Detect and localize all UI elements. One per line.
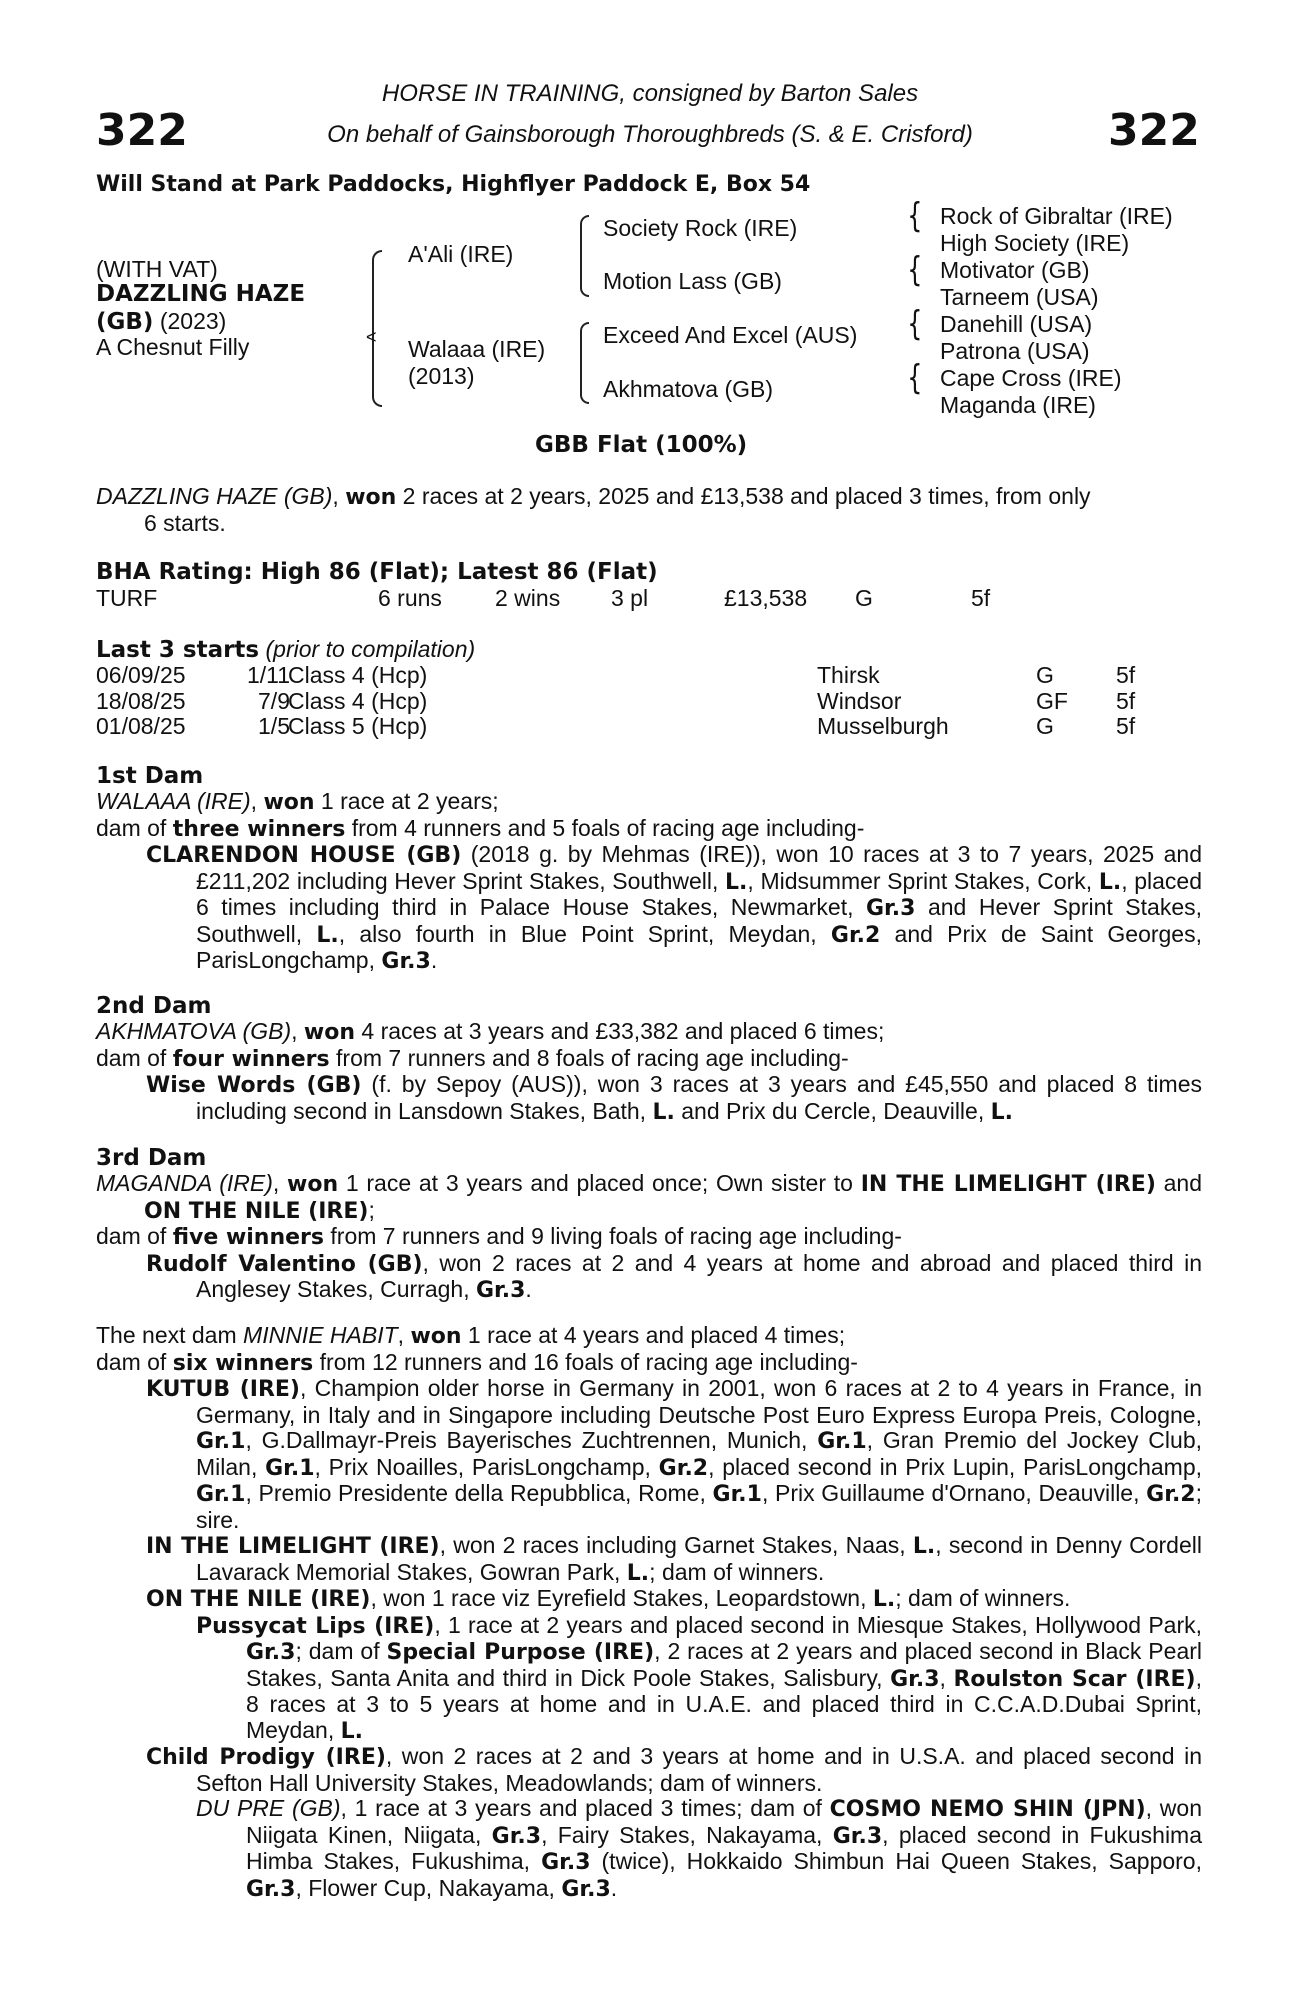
grade-group: Gr.1: [265, 1455, 315, 1481]
row-course: Thirsk: [817, 662, 880, 688]
grade-group: Gr.3: [475, 1278, 526, 1303]
horse-country: (GB): [96, 309, 154, 335]
progeny-name: Child Prodigy (IRE): [146, 1745, 386, 1770]
progeny-text: , 1 race at 3 years and placed 3 times; dam of: [340, 1795, 830, 1821]
row-course: Musselburgh: [817, 713, 949, 739]
progeny-text: , also fourth in Blue Point Sprint, Meydan,: [338, 920, 831, 947]
progeny-nile: [96, 1586, 1202, 1613]
progeny-text: , won Niigata Kinen, Niigata,: [246, 1795, 1202, 1848]
row-position: 1/5: [258, 713, 290, 739]
row-distance: 5f: [1116, 662, 1136, 688]
progeny-text: , Premio Presidente della Repubblica, Rome,: [245, 1480, 713, 1506]
progeny-text: ; dam of winners.: [649, 1558, 825, 1585]
dam2-won: won: [303, 1020, 355, 1045]
dam1-heading: 1st Dam: [96, 763, 204, 789]
dam1-winners: three winners: [172, 816, 346, 842]
gbb-rating: GBB Flat (100%): [535, 432, 748, 458]
grade-group: Gr.3: [246, 1876, 296, 1902]
vat-note: (WITH VAT): [96, 256, 218, 282]
progeny-limelight: [96, 1533, 1202, 1586]
progeny-text: , placed 6 times including third in Palace House Stakes, Newmarket,: [196, 867, 1202, 920]
row-date: 18/08/25: [96, 687, 186, 714]
progeny-name: CLARENDON HOUSE (GB): [146, 843, 462, 868]
progeny-text: , Prix Noailles, ParisLongchamp,: [314, 1453, 659, 1480]
lot-number-right: 322: [1108, 105, 1200, 156]
pedigree-dam: Walaaa (IRE): [408, 336, 546, 362]
progeny-text: , Midsummer Sprint Stakes, Cork,: [747, 867, 1099, 894]
progeny-text: , placed second in Fukushima Himba Stakes, Fukushima,: [246, 1821, 1203, 1874]
gen3-item: Patrona (USA): [940, 338, 1090, 364]
sire-brace-bottom: [580, 255, 589, 297]
grade-listed: L.: [652, 1099, 675, 1125]
next-comma: ,: [397, 1322, 411, 1348]
bha-rating: BHA Rating: High 86 (Flat); Latest 86 (Flat): [96, 559, 658, 585]
dam3-winners: five winners: [172, 1225, 325, 1250]
progeny-name: DU PRE (GB): [196, 1795, 341, 1821]
grade-listed: L.: [872, 1587, 896, 1612]
dam3-damof-pre: dam of: [96, 1223, 173, 1249]
progeny-name: KUTUB (IRE): [146, 1377, 300, 1402]
summary-horse: DAZZLING HAZE (GB): [96, 483, 333, 509]
progeny-text: ; sire.: [196, 1480, 1202, 1533]
dam3-and: and: [1155, 1170, 1202, 1196]
dam2-winners: four winners: [172, 1046, 330, 1072]
dam-brace-bottom: [580, 362, 589, 404]
row-course: Windsor: [817, 687, 902, 714]
dam-brace-top: [580, 322, 589, 364]
dam1-section: WALAAA (IRE), won 1 race at 2 years; dam of three winners from 4 runners and 5 foals of racing age including- CLARENDON HOUSE (GB) (2018 g. by Mehmas (IRE)), won 10 races at 3 to 7 years, 2025 and £211,202 including Hever Sprint Stakes, Southwell, L., Midsummer Sprint Stakes, Cork, L., placed 6 times including third in Palace House Stakes, Newmarket, Gr.3 and Hever Sprint Stakes, Southwell, L., also fourth in Blue Point Sprint, Meydan, Gr.2 and Prix de Saint Georges, ParisLongchamp, Gr.3.: [96, 788, 1203, 974]
row-date: 06/09/25: [96, 662, 186, 688]
pedigree-dam-year: (2013): [408, 363, 475, 389]
dam2-name: AKHMATOVA (GB): [96, 1018, 292, 1044]
dam2-heading: 2nd Dam: [96, 993, 212, 1019]
grade-group: Gr.3: [890, 1666, 940, 1692]
progeny-child-prodigy: [96, 1744, 1202, 1796]
progeny-pussycat: [96, 1613, 1202, 1745]
next-record: 1 race at 4 years and placed 4 times;: [461, 1322, 846, 1348]
dam2-progeny-1: [96, 1072, 1202, 1125]
dam1-damof-pre: dam of: [96, 814, 173, 841]
next-damof-rest: from 12 runners and 16 foals of racing age including-: [313, 1348, 858, 1375]
last3-note: (prior to compilation): [259, 636, 476, 662]
row-going: G: [1036, 713, 1054, 739]
pedigree-sire-sire: Society Rock (IRE): [603, 215, 798, 241]
pedigree-gen3: [940, 203, 1173, 419]
dam1-damof-rest: from 4 runners and 5 foals of racing age including-: [345, 814, 865, 841]
progeny-text: , Champion older horse in Germany in 2001, won 6 races at 2 to 4 years in France, in Germany, in Italy and in Singapore including Deutsche Post Euro Express Europa Preis, Cologne,: [196, 1375, 1203, 1428]
progeny-name: Roulston Scar (IRE): [953, 1666, 1196, 1692]
race-summary: DAZZLING HAZE (GB), won 2 races at 2 years, 2025 and £13,538 and placed 3 times, from only 6 starts.: [96, 484, 1202, 536]
grade-listed: L.: [316, 922, 339, 948]
grade-listed: L.: [626, 1560, 650, 1586]
rating-placed: 3 pl: [611, 585, 649, 611]
last3-heading: Last 3 starts: [96, 637, 260, 663]
progeny-text: , 8 races at 3 to 5 years at home and in U.A.E. and placed third in C.C.A.D.Dubai Sprint, Meydan,: [246, 1664, 1202, 1743]
progeny-text: .: [610, 1874, 618, 1901]
progeny-text: , 1 race at 2 years and placed second in Miesque Stakes, Hollywood Park,: [434, 1611, 1202, 1638]
gen3-brace-2: {: [907, 250, 923, 290]
next-damof-pre: dam of: [96, 1348, 173, 1375]
progeny-text: , won 2 races at 2 and 4 years at home and abroad and placed third in Anglesey Stakes, Curragh,: [196, 1249, 1202, 1302]
progeny-kutub: [96, 1376, 1202, 1533]
dam3-record: 1 race at 3 years and placed once; Own sister to: [338, 1170, 861, 1196]
dam3-heading: 3rd Dam: [96, 1145, 207, 1171]
grade-listed: L.: [990, 1099, 1014, 1125]
dam3-damof-rest: from 7 runners and 9 living foals of racing age including-: [324, 1223, 902, 1249]
progeny-name: IN THE LIMELIGHT (IRE): [146, 1534, 440, 1559]
pedigree-sire: A'Ali (IRE): [408, 241, 514, 267]
rating-runs: 6 runs: [378, 585, 442, 611]
consign-line-2: On behalf of Gainsborough Thoroughbreds (S. & E. Crisford): [327, 121, 973, 148]
grade-group: Gr.2: [658, 1455, 709, 1481]
dam3-won: won: [287, 1172, 339, 1197]
progeny-text: , won 1 race viz Eyrefield Stakes, Leopardstown,: [370, 1585, 873, 1611]
horse-name: DAZZLING HAZE: [96, 281, 306, 307]
next-dam-name: MINNIE HABIT: [243, 1322, 398, 1348]
grade-group: Gr.2: [830, 922, 881, 948]
row-distance: 5f: [1116, 687, 1136, 714]
grade-group: Gr.3: [491, 1823, 542, 1849]
next-won: won: [410, 1324, 462, 1349]
gen3-item: Danehill (USA): [940, 311, 1093, 337]
gen3-item: Maganda (IRE): [940, 392, 1096, 418]
progeny-text: and Hever Sprint Stakes, Southwell,: [196, 894, 1203, 947]
dam2-section: AKHMATOVA (GB), won 4 races at 3 years and £33,382 and placed 6 times; dam of four winners from 7 runners and 8 foals of racing age including- Wise Words (GB) (f. by Sepoy (AUS)), won 3 races at 3 years and £45,550 and placed 8 times including second in Lansdown Stakes, Bath, L. and Prix du Cercle, Deauville, L.: [96, 1018, 1202, 1125]
row-race: Class 4 (Hcp): [288, 662, 428, 688]
grade-group: Gr.3: [832, 1823, 883, 1849]
progeny-text: , 2 races at 2 years and placed second in Black Pearl Stakes, Santa Anita and third in Dick Poole Stakes, Salisbury,: [246, 1638, 1203, 1691]
progeny-text: , won 2 races including Garnet Stakes, Naas,: [439, 1532, 913, 1558]
dam3-name: MAGANDA (IRE): [96, 1170, 273, 1196]
stand-location: Will Stand at Park Paddocks, Highflyer Paddock E, Box 54: [96, 172, 811, 197]
gen3-brace-3: {: [907, 304, 923, 344]
progeny-text: , placed second in Prix Lupin, ParisLongchamp,: [708, 1453, 1203, 1480]
progeny-name: Rudolf Valentino (GB): [146, 1251, 423, 1277]
lot-number-left: 322: [96, 105, 188, 156]
row-date: 01/08/25: [96, 713, 186, 739]
rating-distance: 5f: [971, 585, 991, 611]
summary-won: won: [345, 485, 397, 510]
progeny-name: Special Purpose (IRE): [386, 1640, 655, 1665]
next-pre: The next dam: [96, 1322, 244, 1348]
progeny-text: ,: [939, 1664, 954, 1691]
dam2-record: 4 races at 3 years and £33,382 and placed 6 times;: [355, 1018, 885, 1044]
dam1-progeny-1: [96, 842, 1202, 975]
grade-group: Gr.1: [196, 1482, 246, 1507]
progeny-text: , Fairy Stakes, Nakayama,: [541, 1821, 833, 1848]
row-position: 1/11: [246, 662, 290, 688]
grade-listed: L.: [912, 1534, 936, 1559]
next-dam-section: [96, 1323, 1202, 1902]
dam3-progeny-1: [96, 1251, 1202, 1304]
pedigree-sire-dam: Motion Lass (GB): [603, 268, 782, 294]
rating-going: G: [855, 585, 873, 611]
gen3-item: Motivator (GB): [940, 257, 1090, 283]
progeny-text: , won 2 races at 2 and 3 years at home and in U.S.A. and placed second in Sefton Hall University Stakes, Meadowlands; dam of winners.: [196, 1743, 1202, 1796]
progeny-text: .: [430, 947, 438, 973]
next-winners: six winners: [172, 1350, 314, 1376]
dam1-won: won: [263, 790, 315, 815]
progeny-text: (twice), Hokkaido Shimbun Hai Queen Stakes, Sapporo,: [590, 1848, 1202, 1874]
row-going: GF: [1036, 687, 1068, 714]
grade-group: Gr.3: [866, 896, 916, 921]
dam3-sister-2: ON THE NILE (IRE): [144, 1198, 369, 1224]
progeny-text: and Prix de Saint Georges, ParisLongchamp,: [196, 920, 1202, 973]
gen3-item: Rock of Gibraltar (IRE): [940, 203, 1173, 229]
last3-title: [96, 637, 475, 663]
rating-surface: TURF: [96, 585, 158, 611]
grade-group: Gr.1: [196, 1429, 246, 1454]
progeny-text: (2018 g. by Mehmas (IRE)), won 10 races at 3 to 7 years, 2025 and £211,202 including Hever Sprint Stakes, Southwell,: [196, 841, 1202, 894]
grade-listed: L.: [725, 869, 748, 895]
progeny-text: and Prix du Cercle, Deauville,: [674, 1097, 991, 1124]
progeny-text: ; dam of winners.: [895, 1585, 1071, 1611]
pedigree-dam-sire: Exceed And Excel (AUS): [603, 322, 858, 348]
dam3-section: MAGANDA (IRE), won 1 race at 3 years and placed once; Own sister to IN THE LIMELIGHT (IRE) and ON THE NILE (IRE); dam of five winners from 7 runners and 9 living foals of racing age including- Rudolf Valentino (GB), won 2 races at 2 and 4 years at home and abroad and placed third in Anglesey Stakes, Curragh, Gr.3.: [96, 1170, 1202, 1303]
progeny-name: Pussycat Lips (IRE): [196, 1613, 435, 1639]
row-race: Class 4 (Hcp): [288, 687, 428, 714]
progeny-text: ; dam of: [295, 1638, 387, 1664]
sire-brace-top: [580, 215, 589, 257]
dam3-semi: ;: [368, 1196, 375, 1223]
grade-group: Gr.1: [712, 1482, 762, 1507]
pedigree-dam-dam: Akhmatova (GB): [603, 376, 773, 402]
gen3-item: Tarneem (USA): [940, 284, 1099, 310]
progeny-name: Wise Words (GB): [146, 1073, 362, 1098]
dam3-sister-1: IN THE LIMELIGHT (IRE): [860, 1172, 1156, 1197]
dam1-record: 1 race at 2 years;: [314, 788, 499, 814]
row-distance: 5f: [1116, 713, 1136, 739]
progeny-name: COSMO NEMO SHIN (JPN): [829, 1797, 1146, 1822]
grade-listed: L.: [340, 1718, 363, 1744]
horse-description: A Chesnut Filly: [96, 334, 250, 360]
pedigree-brace-top: [372, 250, 382, 337]
row-race: Class 5 (Hcp): [288, 713, 428, 739]
progeny-text: , second in Denny Cordell Lavarack Memorial Stakes, Gowran Park,: [196, 1532, 1202, 1585]
progeny-text: (f. by Sepoy (AUS)), won 3 races at 3 years and £45,550 and placed 8 times including second in Lansdown Stakes, Bath,: [196, 1071, 1202, 1124]
gen3-item: High Society (IRE): [940, 230, 1130, 256]
progeny-text: .: [525, 1276, 532, 1302]
grade-group: Gr.3: [561, 1876, 611, 1902]
gen3-item: Cape Cross (IRE): [940, 365, 1122, 391]
horse-birth: [96, 309, 226, 335]
grade-group: Gr.3: [246, 1640, 296, 1665]
row-position: 7/9: [258, 687, 290, 714]
pedigree-brace-point: <: [366, 327, 377, 347]
consign-line-1: HORSE IN TRAINING, consigned by Barton Sales: [381, 80, 919, 107]
progeny-text: , Prix Guillaume d'Ornano, Deauville,: [761, 1480, 1147, 1506]
progeny-text: , Gran Premio del Jockey Club, Milan,: [196, 1427, 1202, 1480]
summary-text-2: 6 starts.: [144, 509, 226, 536]
progeny-text: , Flower Cup, Nakayama,: [295, 1874, 562, 1901]
summary-text-1: 2 races at 2 years, 2025 and £13,538 and placed 3 times, from only: [396, 483, 1091, 509]
gen3-brace-4: {: [907, 358, 923, 398]
dam2-damof-rest: from 7 runners and 8 foals of racing age including-: [329, 1044, 849, 1071]
grade-group: Gr.3: [381, 949, 431, 974]
grade-group: Gr.1: [817, 1429, 867, 1454]
grade-group: Gr.2: [1146, 1482, 1196, 1507]
rating-wins: 2 wins: [495, 585, 561, 611]
progeny-du-pre: [96, 1796, 1202, 1902]
grade-listed: L.: [1098, 869, 1122, 895]
horse-year: (2023): [159, 308, 227, 334]
gen3-brace-1: {: [907, 196, 923, 236]
dam1-name: WALAAA (IRE): [96, 788, 251, 814]
progeny-text: , G.Dallmayr-Preis Bayerisches Zuchtrennen, Munich,: [245, 1427, 818, 1453]
grade-group: Gr.3: [541, 1850, 591, 1875]
dam2-damof-pre: dam of: [96, 1044, 173, 1071]
rating-money: £13,538: [724, 585, 808, 611]
row-going: G: [1036, 662, 1054, 688]
progeny-name: ON THE NILE (IRE): [146, 1587, 371, 1612]
